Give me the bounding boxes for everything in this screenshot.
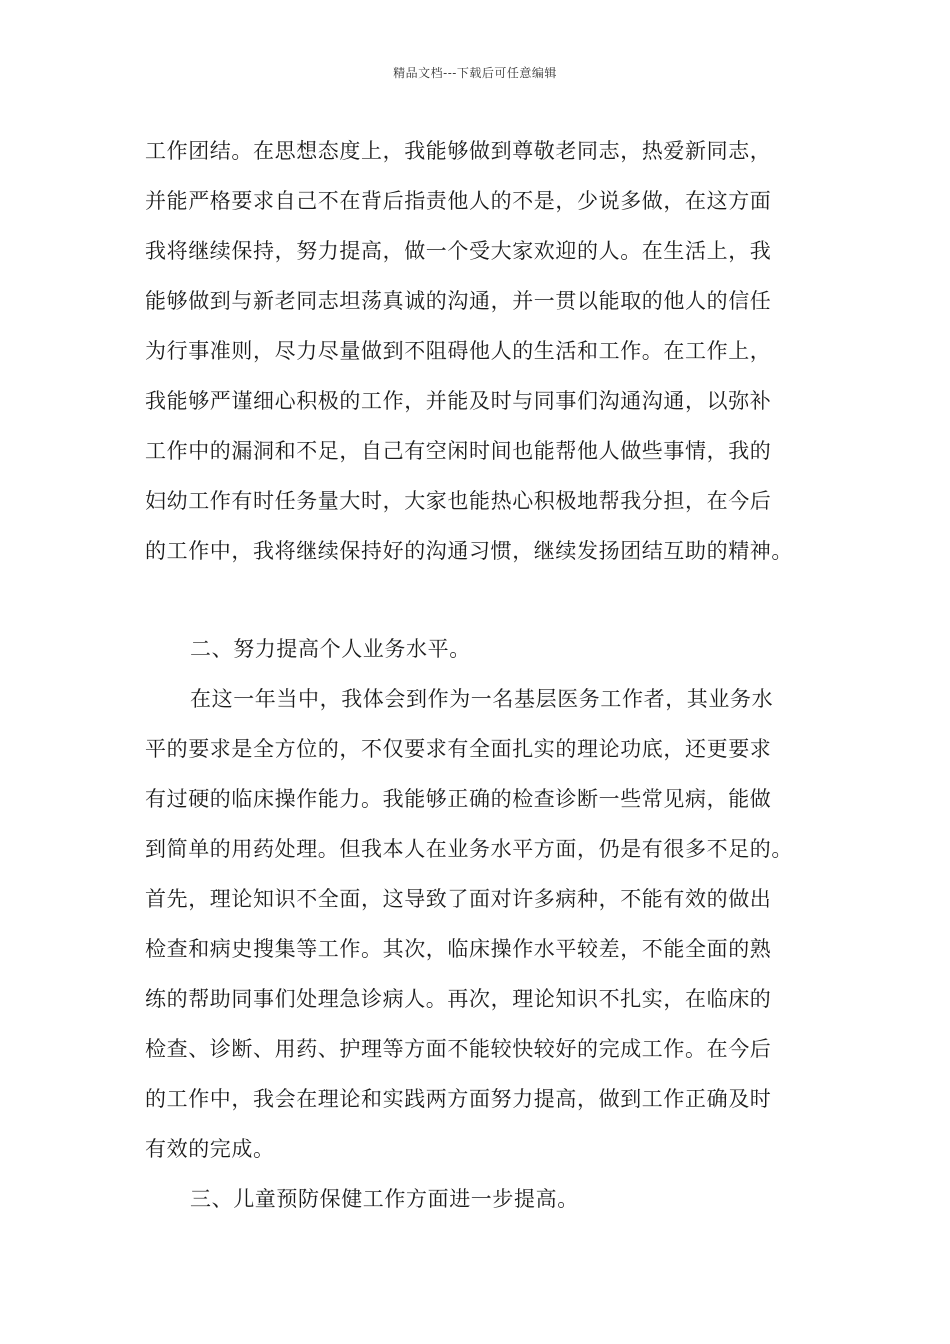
- text-line: 我能够严谨细心积极的工作，并能及时与同事们沟通沟通，以弥补: [145, 389, 772, 413]
- text-line: 的工作中，我会在理论和实践两方面努力提高，做到工作正确及时: [145, 1087, 772, 1111]
- text-line: 能够做到与新老同志坦荡真诚的沟通，并一贯以能取的他人的信任: [145, 289, 772, 313]
- text-line: 并能严格要求自己不在背后指责他人的不是，少说多做，在这方面: [145, 189, 772, 213]
- text-line: 工作中的漏洞和不足，自己有空闲时间也能帮他人做些事情，我的: [145, 439, 772, 463]
- text-line: 检查、诊断、用药、护理等方面不能较快较好的完成工作。在今后: [145, 1037, 772, 1061]
- text-line: 在这一年当中，我体会到作为一名基层医务工作者，其业务水: [190, 687, 774, 711]
- text-line: 有过硬的临床操作能力。我能够正确的检查诊断一些常见病，能做: [145, 787, 772, 811]
- page-header: 精品文档---下载后可任意编辑: [393, 66, 557, 80]
- text-line: 妇幼工作有时任务量大时，大家也能热心积极地帮我分担，在今后: [145, 489, 772, 513]
- section-heading: 三、儿童预防保健工作方面进一步提高。: [190, 1187, 579, 1211]
- text-line: 的工作中，我将继续保持好的沟通习惯，继续发扬团结互助的精神。: [145, 539, 793, 563]
- text-line: 到简单的用药处理。但我本人在业务水平方面，仍是有很多不足的。: [145, 837, 793, 861]
- text-line: 为行事准则，尽力尽量做到不阻碍他人的生活和工作。在工作上，: [145, 339, 772, 363]
- text-line: 平的要求是全方位的，不仅要求有全面扎实的理论功底，还更要求: [145, 737, 772, 761]
- section-heading: 二、努力提高个人业务水平。: [190, 637, 471, 661]
- text-line: 有效的完成。: [145, 1137, 275, 1161]
- text-line: 工作团结。在思想态度上，我能够做到尊敬老同志，热爱新同志，: [145, 139, 772, 163]
- text-line: 首先，理论知识不全面，这导致了面对许多病种，不能有效的做出: [145, 887, 772, 911]
- text-line: 练的帮助同事们处理急诊病人。再次，理论知识不扎实，在临床的: [145, 987, 772, 1011]
- text-line: 我将继续保持，努力提高，做一个受大家欢迎的人。在生活上，我: [145, 239, 772, 263]
- text-line: 检查和病史搜集等工作。其次，临床操作水平较差，不能全面的熟: [145, 937, 772, 961]
